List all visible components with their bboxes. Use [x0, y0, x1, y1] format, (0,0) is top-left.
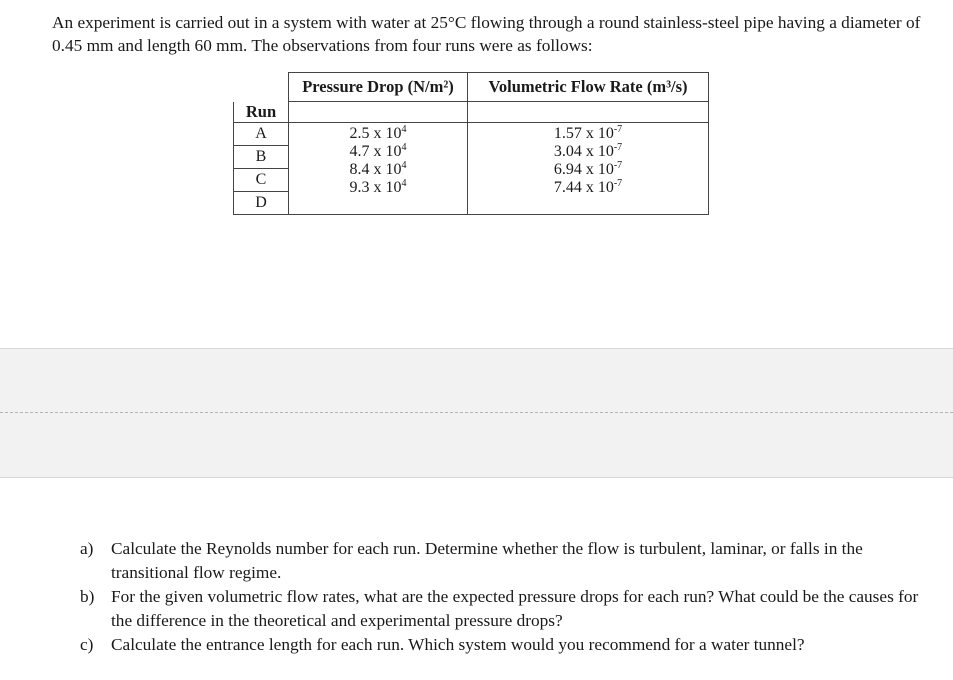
flow-rate-value: 3.04 x $10^{-7}$: [553, 142, 623, 160]
question-item: [80, 537, 930, 585]
pressure-drop-value: 2.5 x $10^4$: [349, 124, 407, 142]
header-run: Run: [234, 102, 289, 123]
question-marker: a): [80, 539, 94, 558]
question-marker: c): [80, 635, 94, 654]
run-label: B: [234, 146, 289, 169]
question-text: Calculate the Reynolds number for each run. Determine whether the flow is turbulent, laminar, or falls in the transitional flow regime.: [111, 539, 863, 582]
pressure-drop-value: 4.7 x $10^4$: [349, 142, 407, 160]
question-list: [80, 537, 930, 657]
pressure-drop-value: 8.4 x $10^4$: [349, 160, 407, 178]
header-spacer: [468, 102, 709, 123]
question-item: [80, 633, 930, 657]
run-label: C: [234, 169, 289, 192]
observations-table-container: [233, 72, 709, 215]
question-text: Calculate the entrance length for each run. Which system would you recommend for a water tunnel?: [111, 635, 805, 654]
pressure-drop-value: 9.3 x $10^4$: [349, 178, 407, 196]
dashed-divider: [0, 412, 953, 413]
observations-table: [233, 72, 709, 215]
question-item: [80, 585, 930, 633]
run-label: D: [234, 192, 289, 215]
question-text: For the given volumetric flow rates, what are the expected pressure drops for each run? What could be the causes for the difference in the theoretical and experimental pressure drops?: [111, 587, 919, 630]
flow-rate-value: 7.44 x $10^{-7}$: [553, 178, 623, 196]
header-pressure-drop: Pressure Drop (N/m²): [289, 73, 468, 102]
answer-separator-band: [0, 348, 953, 478]
problem-intro: An experiment is carried out in a system with water at 25°C flowing through a round stainless-steel pipe having a diameter of 0.45 mm and length 60 mm. The observations from four runs were as follows:: [52, 13, 921, 55]
flow-rate-values: [468, 123, 709, 215]
pressure-drop-values: [289, 123, 468, 215]
question-marker: b): [80, 587, 95, 606]
header-blank-cell: [234, 73, 289, 102]
run-label: A: [234, 123, 289, 146]
header-flow-rate: Volumetric Flow Rate (m³/s): [468, 73, 709, 102]
flow-rate-value: 6.94 x $10^{-7}$: [553, 160, 623, 178]
header-spacer: [289, 102, 468, 123]
flow-rate-value: 1.57 x $10^{-7}$: [553, 124, 623, 142]
